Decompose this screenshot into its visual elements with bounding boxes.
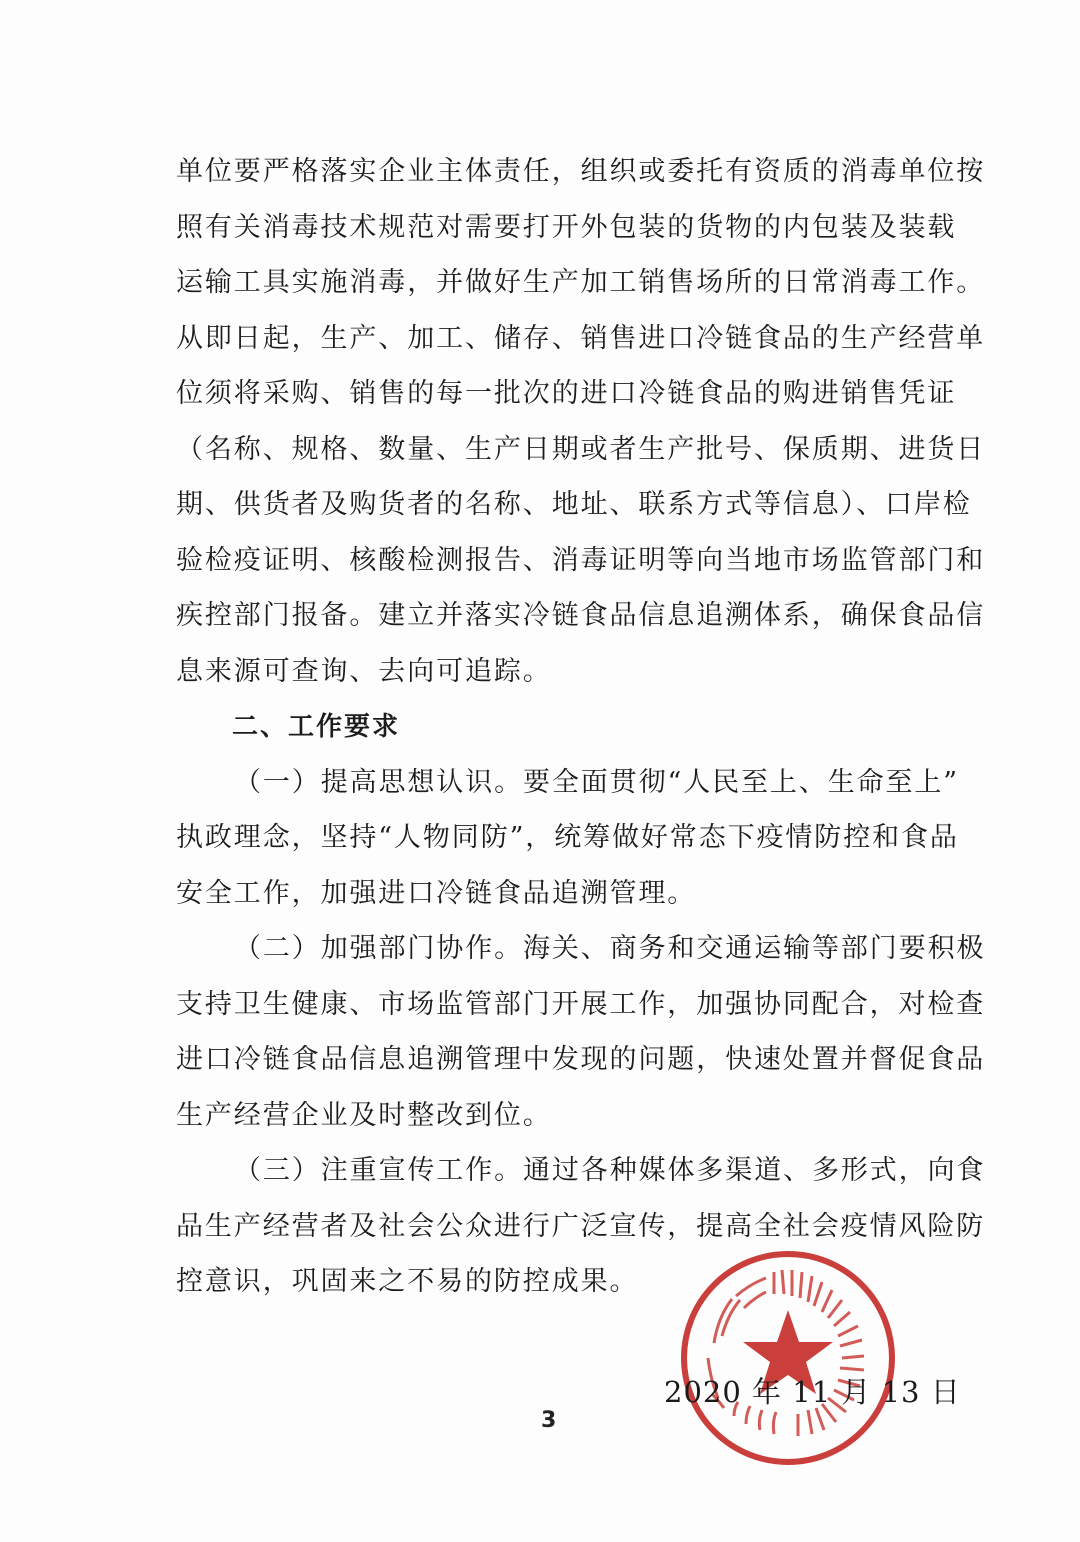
text-line: （名称、规格、数量、生产日期或者生产批号、保质期、进货日: [176, 433, 986, 465]
paragraph-continuation: [176, 150, 986, 705]
text-line: 息来源可查询、去向可追踪。: [176, 655, 552, 687]
text-line: 生产经营企业及时整改到位。: [176, 1099, 552, 1131]
official-seal: [678, 1248, 898, 1468]
text-line: 进口冷链食品信息追溯管理中发现的问题，快速处置并督促食品: [176, 1044, 986, 1075]
text-line: 品生产经营者及社会公众进行广泛宣传，提高全社会疫情风险防: [176, 1210, 986, 1242]
section-heading: 二、工作要求: [232, 712, 401, 742]
paragraph-item-2: [176, 927, 986, 1149]
paragraph-item-1: [176, 761, 960, 928]
document-body: [176, 150, 986, 1316]
text-line: 验检疫证明、核酸检测报告、消毒证明等向当地市场监管部门和: [176, 544, 986, 576]
page-number: 3: [541, 1408, 557, 1433]
text-line: 执政理念，坚持“人物同防”，统筹做好常态下疫情防控和食品: [176, 822, 959, 853]
text-line: 从即日起，生产、加工、储存、销售进口冷链食品的生产经营单: [176, 322, 986, 354]
text-line: 控意识，巩固来之不易的防控成果。: [176, 1266, 639, 1297]
signature-date: 2020 年 11 月 13 日: [664, 1375, 961, 1409]
text-line: 运输工具实施消毒，并做好生产加工销售场所的日常消毒工作。: [176, 267, 986, 298]
text-line: 期、供货者及购货者的名称、地址、联系方式等信息）、口岸检: [176, 489, 972, 520]
text-line: （二）加强部门协作。海关、商务和交通运输等部门要积极: [234, 933, 986, 964]
text-line: 安全工作，加强进口冷链食品追溯管理。: [176, 877, 697, 909]
text-line: 单位要严格落实企业主体责任，组织或委托有资质的消毒单位按: [176, 156, 986, 187]
text-line: （一）提高思想认识。要全面贯彻“人民至上、生命至上”: [234, 766, 960, 798]
text-line: 照有关消毒技术规范对需要打开外包装的货物的内包装及装载: [176, 211, 957, 243]
text-line: 支持卫生健康、市场监管部门开展工作，加强协同配合，对检查: [176, 988, 986, 1020]
text-line: 疾控部门报备。建立并落实冷链食品信息追溯体系，确保食品信: [176, 600, 986, 631]
text-line: 位须将采购、销售的每一批次的进口冷链食品的购进销售凭证: [176, 378, 957, 409]
text-line: （三）注重宣传工作。通过各种媒体多渠道、多形式，向食: [234, 1155, 986, 1186]
